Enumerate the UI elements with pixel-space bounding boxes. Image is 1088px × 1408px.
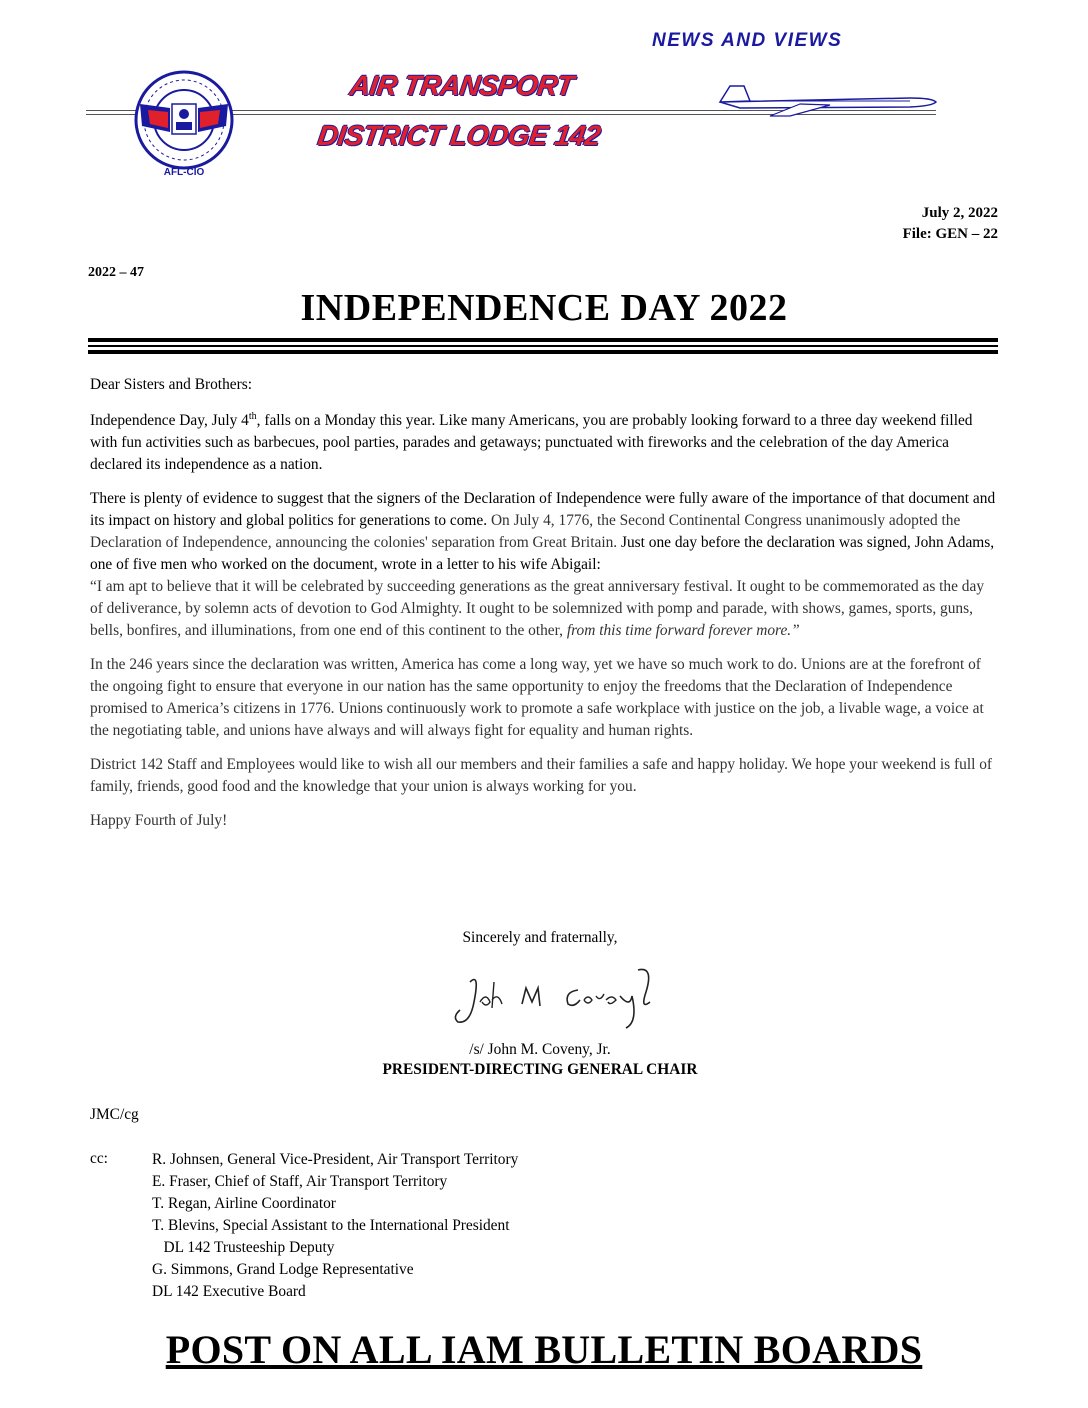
cc-item: T. Blevins, Special Assistant to the International President	[152, 1217, 510, 1234]
cc-item: R. Johnsen, General Vice-President, Air Transport Territory	[152, 1151, 519, 1168]
cc-item: DL 142 Executive Board	[152, 1283, 306, 1300]
p2-text-a: There is plenty of evidence to suggest that the signers of the Declaration of Independence were fully aware of the importance of that document and its impact on history and global politics for generations to come.	[90, 490, 996, 529]
handwritten-signature	[440, 962, 670, 1032]
p1-text-b: , falls on a Monday this year. Like many Americans, you are probably looking forward to a three day weekend filled with fun activities such as barbecues, pool parties, parades and getaways; punctuated with fireworks and the celebration of the day America declared its independence as a nation.	[90, 412, 973, 473]
news-and-views-title: NEWS AND VIEWS	[652, 30, 843, 51]
p2-text-c: Just one day before the declaration was signed, John Adams, one of five men who worked on the document, wrote in a letter to his wife Abigail:	[90, 534, 995, 573]
signed-name: /s/ John M. Coveny, Jr.	[469, 1041, 611, 1058]
p1-text-a: Independence Day, July 4	[90, 412, 249, 429]
airplane-icon	[700, 80, 940, 120]
iam-logo	[112, 64, 256, 184]
paragraph-4: District 142 Staff and Employees would like to wish all our members and their families a safe and happy holiday. We hope your weekend is full of family, friends, good food and the knowledge that your union is always working for you.	[90, 756, 993, 795]
cc-item: E. Fraser, Chief of Staff, Air Transport Territory	[152, 1173, 448, 1190]
quote-text: “I am apt to believe that it will be celebrated by succeeding generations as the great anniversary festival. It ought to be commemorated as the day of deliverance, by solemn acts of devotion to God Almighty. It ought to be solemnized with pomp and parade, with shows, games, sports, guns, bells, bonfires, and illuminations, from one end of this continent to the other,	[90, 578, 985, 639]
closing: Sincerely and fraternally,	[462, 929, 618, 946]
signature-block	[300, 1040, 780, 1080]
cc-item: DL 142 Trusteeship Deputy	[152, 1239, 335, 1256]
logo-afl-cio: AFL-CIO	[163, 167, 205, 178]
page-title: INDEPENDENCE DAY 2022	[300, 287, 788, 329]
paragraph-5: Happy Fourth of July!	[90, 812, 228, 829]
title-rule	[88, 345, 998, 347]
cc-list	[152, 1149, 518, 1303]
initials: JMC/cg	[90, 1106, 139, 1123]
p2-text-b: On July 4, 1776, the Second Continental Congress unanimously adopted the Declaration of Independence, announcing the colonies' separation from Great Britain.	[90, 512, 961, 551]
quote-text-italic: from this time forward forever more.”	[566, 622, 800, 639]
bulletin-number: 2022 – 47	[88, 265, 144, 280]
title-rule	[88, 338, 998, 342]
p1-superscript: th	[248, 410, 257, 422]
title-rule	[88, 350, 998, 354]
letter-body	[90, 374, 1000, 832]
paragraph-2	[90, 488, 1000, 576]
adams-quote	[90, 576, 1000, 642]
date-block	[903, 203, 998, 245]
file-number: File: GEN – 22	[902, 226, 998, 242]
post-notice: POST ON ALL IAM BULLETIN BOARDS	[165, 1327, 923, 1372]
air-transport-title: AIR TRANSPORT	[347, 70, 576, 101]
salutation: Dear Sisters and Brothers:	[90, 376, 252, 393]
district-lodge-title: DISTRICT LODGE 142	[315, 120, 603, 151]
paragraph-3: In the 246 years since the declaration was written, America has come a long way, yet we have so much work to do. Unions are at the forefront of the ongoing fight to ensure that everyone in our nation has the same opportunity to enjoy the freedoms that the Declaration of Independence promised to America’s citizens in 1776. Unions continuously work to promote a safe workplace with justice on the job, a livable wage, a voice at the negotiating table, and unions have always and will always fight for equality and human rights.	[90, 656, 984, 739]
paragraph-1	[90, 410, 1000, 476]
cc-label: cc:	[90, 1150, 108, 1167]
signer-title: PRESIDENT-DIRECTING GENERAL CHAIR	[382, 1061, 698, 1078]
letter-date: July 2, 2022	[921, 205, 998, 221]
cc-item: T. Regan, Airline Coordinator	[152, 1195, 336, 1212]
cc-item: G. Simmons, Grand Lodge Representative	[152, 1261, 414, 1278]
